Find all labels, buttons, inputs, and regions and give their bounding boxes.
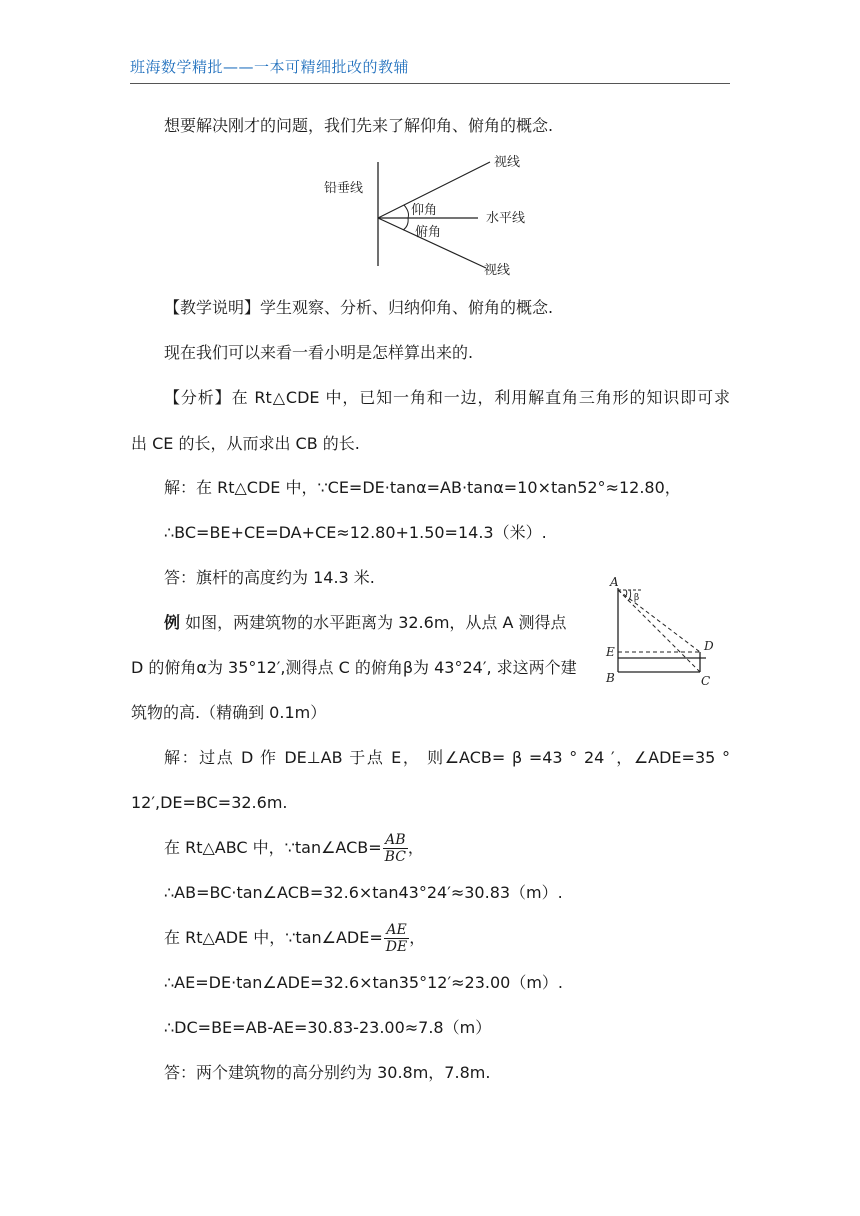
point-d-label: D	[704, 639, 714, 653]
solution-2-line-7: ∴DC=BE=AB-AE=30.83-23.00≈7.8（m）	[164, 1018, 492, 1037]
beta-label: β	[634, 593, 640, 603]
intro-paragraph: 想要解决刚才的问题，我们先来了解仰角、俯角的概念.	[164, 116, 554, 135]
lower-sight-label: 视线	[484, 263, 511, 278]
analysis-line-2: 出 CE 的长，从而求出 CB 的长.	[131, 434, 360, 453]
segment-ac	[618, 590, 700, 672]
elevation-depression-figure	[318, 150, 548, 280]
solution-2-line-5: 在 Rt△ADE 中，∵tan∠ADE= $\frac{AE}{DE}$ ，	[164, 922, 426, 955]
example-line-2: D 的俯角α为 35°12′,测得点 C 的俯角β为 43°24′, 求这两个建	[131, 658, 577, 677]
depression-arc	[403, 218, 408, 230]
example-label: 例	[164, 613, 181, 632]
fraction-ab-over-bc: $\frac{AB}{BC}$	[384, 832, 406, 865]
fraction-ae-over-de: $\frac{AE}{DE}$	[385, 922, 408, 955]
point-c-label: C	[701, 674, 711, 688]
solution-2-line-2: 12′,DE=BC=32.6m.	[131, 793, 288, 812]
plumb-line-label: 铅垂线	[324, 181, 364, 196]
teaching-note: 【教学说明】学生观察、分析、归纳仰角、俯角的概念.	[164, 298, 554, 317]
point-b-label: B	[606, 671, 615, 685]
example-text-1: 如图，两建筑物的水平距离为 32.6m，从点 A 测得点	[180, 613, 567, 632]
point-a-label: A	[610, 575, 619, 589]
elevation-angle-label: 仰角	[411, 203, 438, 218]
solution-1-line-2: ∴BC=BE+CE=DA+CE≈12.80+1.50=14.3（米）.	[164, 523, 547, 542]
answer-2: 答：两个建筑物的高分别约为 30.8m，7.8m.	[164, 1063, 491, 1082]
point-e-label: E	[606, 645, 615, 659]
analysis-line-1: 【分析】在 Rt△CDE 中，已知一角和一边，利用解直角三角形的知识即可求	[164, 388, 730, 407]
answer-1: 答：旗杆的高度约为 14.3 米.	[164, 568, 375, 587]
transition-paragraph: 现在我们可以来看一看小明是怎样算出来的.	[164, 343, 474, 362]
example-line-1	[164, 613, 567, 633]
document-header: 班海数学精批——一本可精细批改的教辅	[130, 58, 410, 76]
two-buildings-figure	[600, 572, 725, 688]
solution-2-line-4: ∴AB=BC·tan∠ACB=32.6×tan43°24′≈30.83（m）.	[164, 883, 563, 902]
horizontal-line-label: 水平线	[486, 211, 526, 226]
upper-sight-label: 视线	[494, 155, 521, 170]
example-line-3: 筑物的高.（精确到 0.1m）	[131, 703, 327, 722]
solution-2-line-3: 在 Rt△ABC 中，∵tan∠ACB= $\frac{AB}{BC}$ ，	[164, 832, 424, 865]
segment-ad	[618, 590, 700, 652]
depression-angle-label: 俯角	[415, 225, 442, 240]
solution-1-line-1: 解：在 Rt△CDE 中，∵CE=DE·tanα=AB·tanα=10×tan52°≈12.80，	[164, 478, 681, 497]
elevation-arc	[404, 205, 409, 218]
solution-2-line-6: ∴AE=DE·tan∠ADE=32.6×tan35°12′≈23.00（m）.	[164, 973, 563, 992]
solution-2-line-1: 解：过点 D 作 DE⊥AB 于点 E， 则∠ACB= β =43 ° 24 ′，∠ADE=35 °	[164, 748, 730, 767]
header-divider	[130, 83, 730, 84]
